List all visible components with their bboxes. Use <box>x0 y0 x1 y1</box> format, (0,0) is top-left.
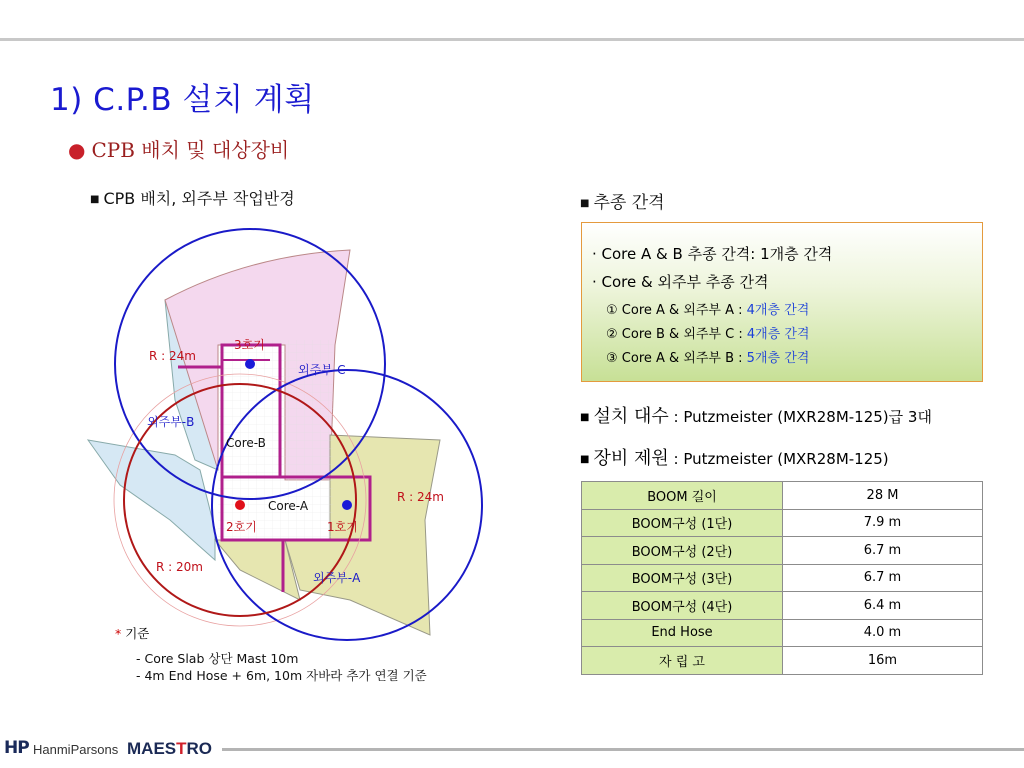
label-outer-a: 외주부-A <box>313 571 361 585</box>
spec-key-cell: BOOM구성 (2단) <box>582 537 783 565</box>
spec-key-cell: BOOM 길이 <box>582 482 783 510</box>
spec-key-cell: BOOM구성 (4단) <box>582 592 783 620</box>
table-row <box>582 564 983 592</box>
info-item-1: ① Core A & 외주부 A : 4개층 간격 <box>606 303 810 318</box>
label-unit1: 1호기 <box>327 520 358 534</box>
table-row <box>582 537 983 565</box>
square-bullet-icon: ■ <box>580 197 590 209</box>
spec-key-cell: BOOM구성 (3단) <box>582 564 783 592</box>
install-count-line: ■ 설치 대수 : Putzmeister (MXR28M-125)급 3대 <box>580 406 932 427</box>
label-outer-c: 외주부-C <box>298 363 346 377</box>
table-row <box>582 509 983 537</box>
cpb-layout-diagram <box>80 222 500 647</box>
spec-value-cell: 6.7 m <box>783 564 983 592</box>
spec-value-cell: 6.7 m <box>783 537 983 565</box>
section-left-heading <box>90 186 295 209</box>
square-bullet-icon: ■ <box>580 453 590 465</box>
spec-key-cell: BOOM구성 (1단) <box>582 509 783 537</box>
label-unit3: 3호기 <box>234 338 265 352</box>
info-item-2: ② Core B & 외주부 C : 4개층 간격 <box>606 327 810 342</box>
table-row <box>582 619 983 647</box>
label-unit2: 2호기 <box>226 520 257 534</box>
equipment-spec-line: ■ 장비 제원 : Putzmeister (MXR28M-125) <box>580 448 889 469</box>
unit3-marker <box>245 359 255 369</box>
label-r-right: R : 24m <box>397 490 444 504</box>
table-row <box>582 482 983 510</box>
unit2-marker <box>235 500 245 510</box>
notes-header <box>115 624 149 642</box>
square-bullet-icon: ■ <box>90 194 100 205</box>
maestro-logo: MAESTRO <box>127 739 213 758</box>
notes-header-text: 기준 <box>125 626 150 641</box>
spec-value-cell: 16m <box>783 647 983 675</box>
unit1-marker <box>342 500 352 510</box>
note-line-2: - 4m End Hose + 6m, 10m 자바라 추가 연결 기준 <box>136 668 427 683</box>
spec-key-cell: 자 립 고 <box>582 647 783 675</box>
label-outer-b: 외주부-B <box>147 415 195 429</box>
note-line-1: - Core Slab 상단 Mast 10m <box>136 651 299 666</box>
info-line-1: · Core A & B 추종 간격: 1개층 간격 <box>592 245 833 263</box>
label-r-top: R : 24m <box>149 349 196 363</box>
spec-key-cell: End Hose <box>582 619 783 647</box>
subtitle-text: CPB 배치 및 대상장비 <box>91 138 290 162</box>
hanmiparsons-logo-mark: HP <box>4 738 29 758</box>
table-row <box>582 647 983 675</box>
note-star: * <box>115 626 122 641</box>
section-left-text: CPB 배치, 외주부 작업반경 <box>103 189 295 208</box>
label-core-a: Core-A <box>268 499 309 513</box>
label-core-b: Core-B <box>226 436 266 450</box>
hanmiparsons-logo-text: HanmiParsons <box>33 742 119 757</box>
spec-table <box>581 481 983 675</box>
info-item-3: ③ Core A & 외주부 B : 5개층 간격 <box>606 351 810 366</box>
spec-value-cell: 7.9 m <box>783 509 983 537</box>
bullet-icon: ● <box>68 138 86 162</box>
top-divider <box>0 38 1024 41</box>
footer-divider <box>222 748 1024 751</box>
spec-value-cell: 6.4 m <box>783 592 983 620</box>
spec-value-cell: 28 M <box>783 482 983 510</box>
square-bullet-icon: ■ <box>580 411 590 423</box>
page-title: 1) C.P.B 설치 계획 <box>50 82 315 118</box>
page-subtitle <box>68 134 289 163</box>
table-row <box>582 592 983 620</box>
spacing-info-box <box>581 222 983 382</box>
section-right-text: 추종 간격 <box>593 193 665 213</box>
spec-value-cell: 4.0 m <box>783 619 983 647</box>
section-right-heading <box>580 188 665 213</box>
label-r-left: R : 20m <box>156 560 203 574</box>
info-line-2: · Core & 외주부 추종 간격 <box>592 273 769 291</box>
